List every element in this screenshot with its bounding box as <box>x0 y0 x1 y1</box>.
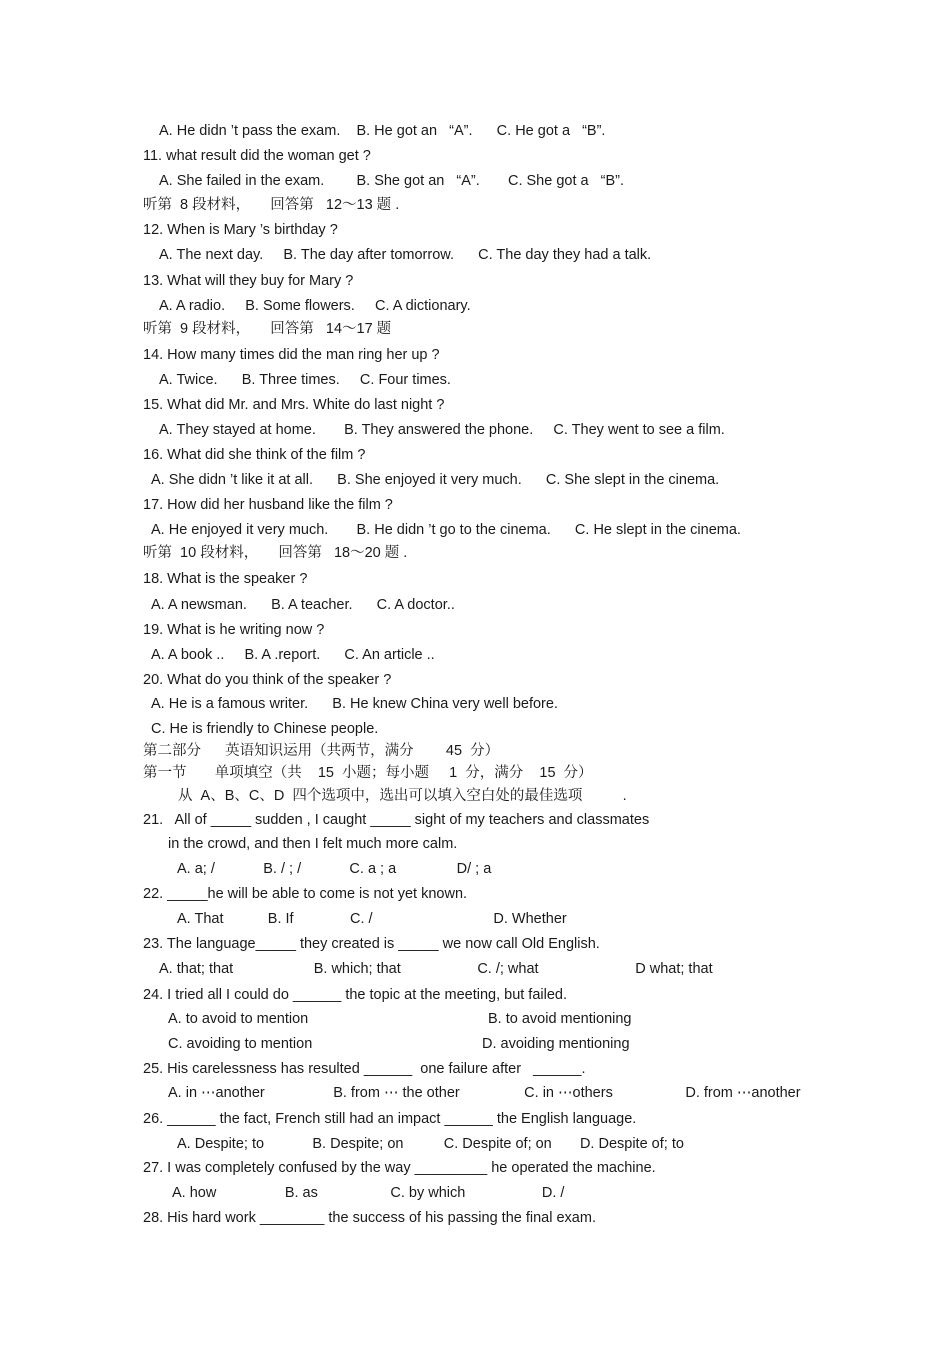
q26-options: A. Despite; to B. Despite; on C. Despite of; on D. Despite of; to <box>177 1136 684 1152</box>
q12-options: A. The next day. B. The day after tomorrow. C. The day they had a talk. <box>159 247 652 263</box>
q15-options: A. They stayed at home. B. They answered the phone. C. They went to see a film. <box>159 422 725 438</box>
q11-options: A. She failed in the exam. B. She got an “A”. C. She got a “B”. <box>159 173 625 189</box>
q27-options: A. how B. as C. by which D. / <box>172 1185 565 1201</box>
q18-question: 18. What is the speaker ? <box>143 571 308 587</box>
q19-options: A. A book .. B. A .report. C. An article .. <box>151 647 435 663</box>
q22-options: A. That B. If C. / D. Whether <box>177 911 567 927</box>
q21-question: 21. All of _____ sudden , I caught _____ sight of my teachers and classmates <box>143 812 650 828</box>
q25-options: A. in ⋯another B. from ⋯ the other C. in ⋯others D. from ⋯another <box>168 1085 801 1101</box>
q20-question: 20. What do you think of the speaker ? <box>143 672 392 688</box>
section-header-10: 听第 10 段材料， 回答第 18～20 题 . <box>143 545 408 561</box>
q23-question: 23. The language_____ they created is _____ we now call Old English. <box>143 936 600 952</box>
q13-question: 13. What will they buy for Mary ? <box>143 273 354 289</box>
q12-question: 12. When is Mary ’s birthday ? <box>143 222 338 238</box>
q16-question: 16. What did she think of the film ? <box>143 447 366 463</box>
section-header-8: 听第 8 段材料， 回答第 12～13 题 . <box>143 197 400 213</box>
q21-options: A. a; / B. / ; / C. a ; a D/ ; a <box>177 861 492 877</box>
q27-question: 27. I was completely confused by the way _________ he operated the machine. <box>143 1160 656 1176</box>
q18-options: A. A newsman. B. A teacher. C. A doctor.. <box>151 597 455 613</box>
q21-question-cont: in the crowd, and then I felt much more calm. <box>168 836 458 852</box>
q19-question: 19. What is he writing now ? <box>143 622 325 638</box>
q17-options: A. He enjoyed it very much. B. He didn ’t go to the cinema. C. He slept in the cinema. <box>151 522 741 538</box>
q20-option-c: C. He is friendly to Chinese people. <box>151 721 379 737</box>
part-two-header: 第二部分 英语知识运用（共两节，满分 45 分） <box>143 743 500 759</box>
q23-options: A. that; that B. which; that C. /; what D what; that <box>159 961 713 977</box>
q17-question: 17. How did her husband like the film ? <box>143 497 393 513</box>
q28-question: 28. His hard work ________ the success of his passing the final exam. <box>143 1210 596 1226</box>
q26-question: 26. ______ the fact, French still had an impact ______ the English language. <box>143 1111 637 1127</box>
q15-question: 15. What did Mr. and Mrs. White do last night ? <box>143 397 445 413</box>
q14-question: 14. How many times did the man ring her up ? <box>143 347 440 363</box>
q20-options-ab: A. He is a famous writer. B. He knew China very well before. <box>151 696 558 712</box>
q13-options: A. A radio. B. Some flowers. C. A dictionary. <box>159 298 471 314</box>
section-one-header: 第一节 单项填空（共 15 小题；每小题 1 分，满分 15 分） <box>143 765 593 781</box>
q11-question: 11. what result did the woman get ? <box>143 148 371 164</box>
q14-options: A. Twice. B. Three times. C. Four times. <box>159 372 451 388</box>
section-one-instruction: 从 A、B、C、D 四个选项中，选出可以填入空白处的最佳选项 . <box>178 788 627 804</box>
section-header-9: 听第 9 段材料， 回答第 14～17 题 <box>143 321 392 337</box>
q24-question: 24. I tried all I could do ______ the topic at the meeting, but failed. <box>143 987 568 1003</box>
q25-question: 25. His carelessness has resulted ______ one failure after ______. <box>143 1061 586 1077</box>
q10-options: A. He didn ’t pass the exam. B. He got an “A”. C. He got a “B”. <box>159 123 606 139</box>
q24-option-c: C. avoiding to mention <box>168 1036 313 1052</box>
q24-option-d: D. avoiding mentioning <box>482 1036 630 1052</box>
q16-options: A. She didn ’t like it at all. B. She enjoyed it very much. C. She slept in the cinema. <box>151 472 720 488</box>
q22-question: 22. _____he will be able to come is not yet known. <box>143 886 468 902</box>
q24-option-a: A. to avoid to mention <box>168 1011 309 1027</box>
q24-option-b: B. to avoid mentioning <box>488 1011 632 1027</box>
